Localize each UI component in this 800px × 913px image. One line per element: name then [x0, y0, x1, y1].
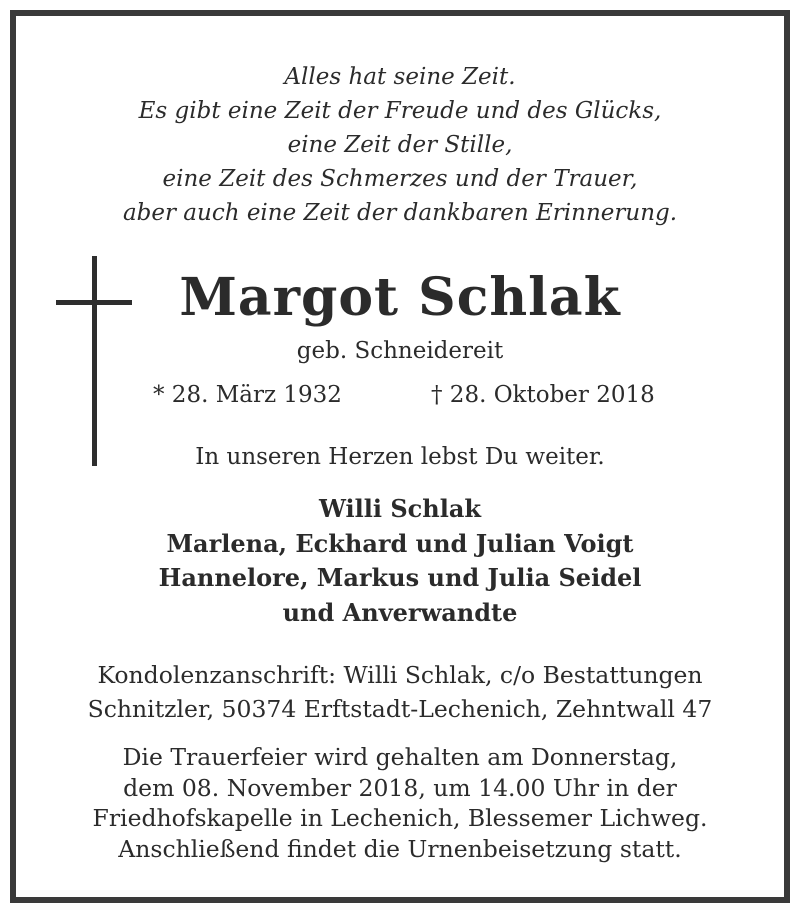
- funeral-service-info: [16, 742, 784, 864]
- poem-line: eine Zeit der Stille,: [287, 132, 513, 158]
- birth-name: geb. Schneidereit: [296, 338, 504, 364]
- service-line: Friedhofskapelle in Lechenich, Blessemer Lichweg.: [92, 804, 708, 832]
- family-list: [16, 492, 784, 630]
- family-line: Marlena, Eckhard und Julian Voigt: [166, 528, 634, 558]
- condolence-line: Schnitzler, 50374 Erftstadt-Lechenich, Zehntwall 47: [87, 695, 713, 723]
- death-date: † 28. Oktober 2018: [431, 382, 655, 408]
- motto: In unseren Herzen lebst Du weiter.: [195, 444, 605, 470]
- service-line: Die Trauerfeier wird gehalten am Donnerstag,: [122, 743, 678, 771]
- condolence-line: Kondolenzanschrift: Willi Schlak, c/o Bestattungen: [97, 661, 703, 689]
- condolence-address: [16, 658, 784, 726]
- family-line: Willi Schlak: [318, 494, 482, 523]
- family-line: und Anverwandte: [282, 597, 518, 627]
- family-line: Hannelore, Markus und Julia Seidel: [158, 563, 642, 592]
- poem-line: Alles hat seine Zeit.: [284, 64, 516, 90]
- service-line: dem 08. November 2018, um 14.00 Uhr in der: [123, 773, 677, 802]
- poem-line: eine Zeit des Schmerzes und der Trauer,: [162, 166, 638, 192]
- obituary-frame: [10, 10, 790, 903]
- deceased-name: Margot Schlak: [179, 267, 621, 328]
- birth-date: * 28. März 1932: [153, 382, 342, 408]
- service-line: Anschließend findet die Urnenbeisetzung statt.: [118, 834, 682, 863]
- poem-line: aber auch eine Zeit der dankbaren Erinnerung.: [122, 200, 678, 226]
- poem-line: Es gibt eine Zeit der Freude und des Glücks,: [138, 98, 662, 124]
- poem: [16, 60, 784, 230]
